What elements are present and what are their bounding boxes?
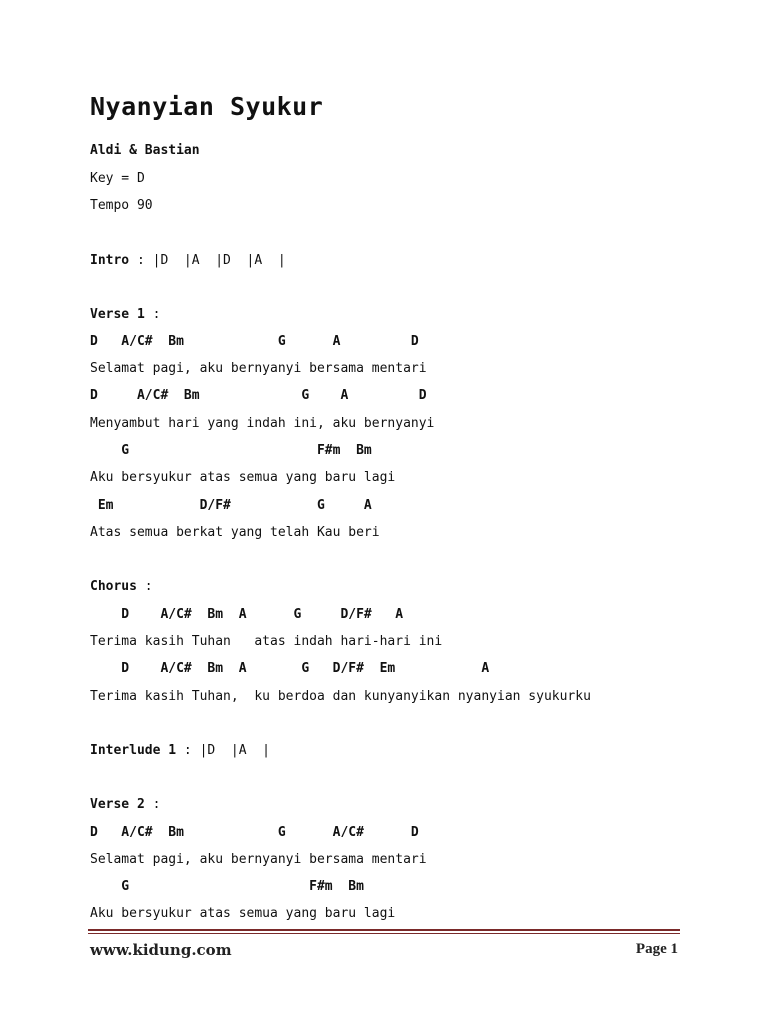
footer-website[interactable]: www.kidung.com [90, 941, 232, 959]
footer-divider-thin [88, 933, 680, 934]
chord-line: G F#m Bm [90, 443, 372, 458]
chorus-label: Chorus [90, 579, 137, 594]
interlude1-chords: : |D |A | [176, 743, 271, 758]
lyric-line: Terima kasih Tuhan atas indah hari-hari ini [90, 634, 443, 649]
lyric-line: Menyambut hari yang indah ini, aku bernyanyi [90, 416, 435, 431]
song-artist: Aldi & Bastian [90, 143, 200, 158]
intro-label: Intro [90, 253, 130, 268]
chorus-suffix: : [136, 579, 153, 594]
chord-line: G F#m Bm [90, 879, 364, 894]
verse2-label: Verse 2 [90, 797, 145, 812]
song-tempo: Tempo 90 [90, 198, 153, 213]
song-key: Key = D [90, 171, 145, 186]
intro-chords: : |D |A |D |A | [129, 253, 286, 268]
chord-line: D A/C# Bm A G D/F# Em A [90, 661, 490, 676]
chord-line: D A/C# Bm G A D [90, 334, 419, 349]
intro-line [90, 252, 286, 270]
song-title: Nyanyian Syukur [90, 92, 324, 121]
verse2-heading [90, 796, 160, 814]
footer-divider [88, 929, 680, 931]
lyric-line: Aku bersyukur atas semua yang baru lagi [90, 906, 396, 921]
verse1-suffix: : [144, 307, 161, 322]
chord-line: D A/C# Bm G A D [90, 388, 427, 403]
verse1-heading [90, 306, 160, 324]
lyric-line: Aku bersyukur atas semua yang baru lagi [90, 470, 396, 485]
interlude1-label: Interlude 1 [90, 743, 177, 758]
verse2-suffix: : [144, 797, 161, 812]
chord-line: D A/C# Bm G A/C# D [90, 825, 419, 840]
verse1-label: Verse 1 [90, 307, 145, 322]
lyric-line: Atas semua berkat yang telah Kau beri [90, 525, 380, 540]
interlude1-line [90, 742, 270, 760]
lyric-line: Terima kasih Tuhan, ku berdoa dan kunyanyikan nyanyian syukurku [90, 689, 591, 704]
chord-line: Em D/F# G A [90, 498, 372, 513]
lyric-line: Selamat pagi, aku bernyanyi bersama mentari [90, 852, 427, 867]
chord-line: D A/C# Bm A G D/F# A [90, 607, 404, 622]
chorus-heading [90, 578, 153, 596]
footer-page-number: Page 1 [635, 941, 678, 957]
lyric-line: Selamat pagi, aku bernyanyi bersama mentari [90, 361, 427, 376]
